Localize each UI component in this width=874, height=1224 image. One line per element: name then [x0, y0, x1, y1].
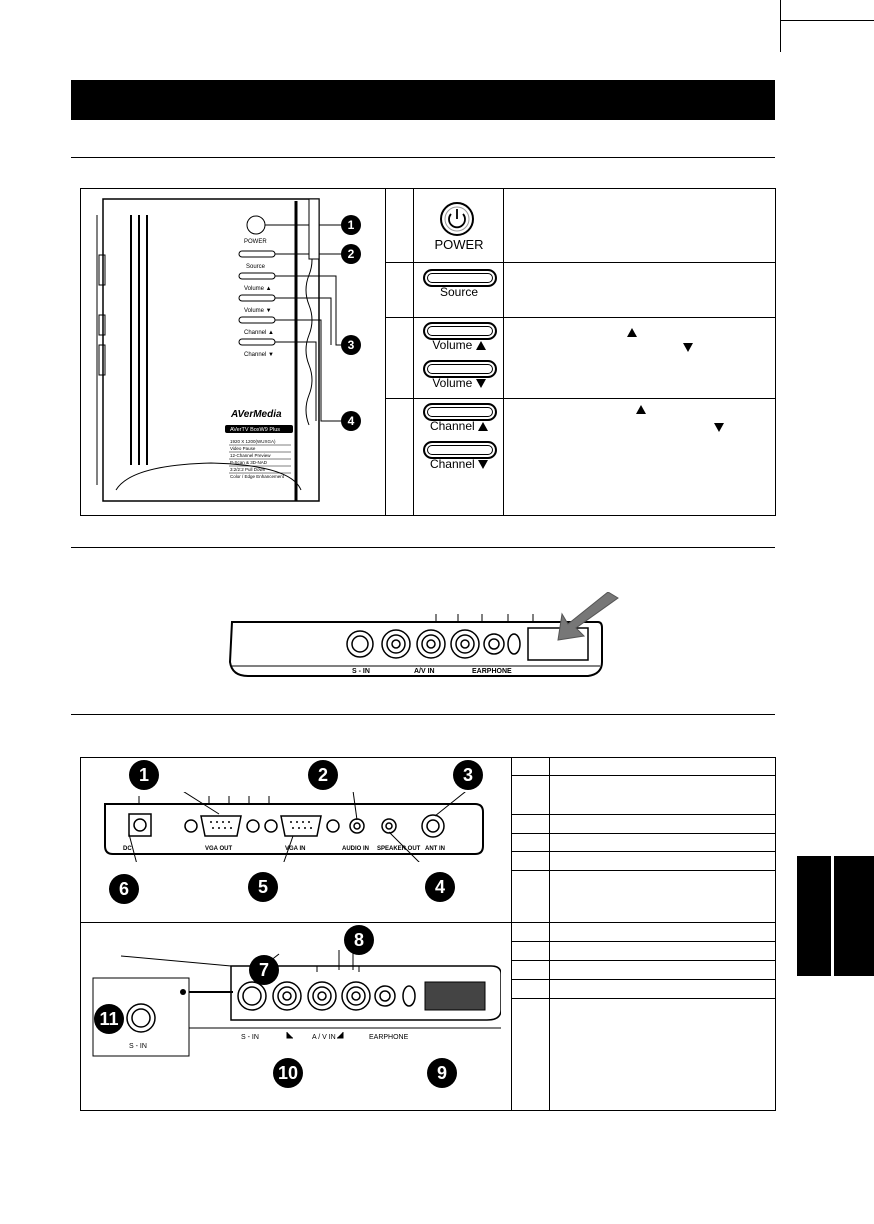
svg-text:P-Scan & 3D-NAD: P-Scan & 3D-NAD	[230, 460, 268, 465]
front-panel-illustration	[91, 195, 381, 507]
table-row-divider	[511, 833, 775, 834]
side-panel-illustration	[228, 592, 624, 692]
svg-text:S - IN: S - IN	[241, 1034, 259, 1041]
up-arrow-icon	[627, 328, 637, 337]
back-panel-box	[80, 757, 776, 1111]
crop-mark-horizontal	[780, 20, 874, 21]
table-divider	[511, 758, 512, 1110]
down-arrow-icon	[714, 423, 724, 432]
front-panel-box	[80, 188, 776, 516]
svg-text:POWER: POWER	[244, 239, 267, 245]
callout-3: 3	[341, 335, 361, 355]
callout-7: 7	[249, 955, 279, 985]
crop-mark-vertical	[780, 0, 781, 52]
table-row-divider	[511, 979, 775, 980]
svg-text:Volume ▼: Volume ▼	[244, 308, 272, 314]
svg-text:Channel ▲: Channel ▲	[244, 330, 274, 336]
svg-text:VGA OUT: VGA OUT	[205, 846, 233, 852]
side-earphone-label: EARPHONE	[472, 668, 512, 675]
callout-4: 4	[425, 872, 455, 902]
table-row-divider	[385, 262, 775, 263]
channel-up-label: Channel	[414, 419, 504, 433]
channel-down-label: Channel	[414, 457, 504, 471]
svg-text:AUDIO IN: AUDIO IN	[342, 846, 369, 852]
svg-text:A / V IN: A / V IN	[312, 1034, 336, 1041]
divider-1	[71, 157, 775, 158]
svg-text:DC: DC	[123, 846, 132, 852]
table-row-divider	[511, 922, 775, 923]
volume-up-label: Volume	[414, 338, 504, 352]
svg-text:Source: Source	[246, 264, 266, 270]
rear-panel-illustration	[99, 792, 489, 862]
callout-1: 1	[129, 760, 159, 790]
callout-1: 1	[341, 215, 361, 235]
svg-text:Video Pause: Video Pause	[230, 446, 256, 451]
svg-text:1920 X 1200(WUXGA): 1920 X 1200(WUXGA)	[230, 439, 276, 444]
table-row-divider	[511, 814, 775, 815]
svg-text:AVerTV BoxW9 Plus: AVerTV BoxW9 Plus	[230, 427, 281, 433]
table-row-divider	[511, 775, 775, 776]
down-arrow-icon	[476, 379, 486, 388]
volume-down-label: Volume	[414, 376, 504, 390]
table-row-divider	[511, 870, 775, 871]
table-divider	[549, 758, 550, 1110]
svg-text:S - IN: S - IN	[129, 1043, 147, 1050]
callout-10: 10	[273, 1058, 303, 1088]
table-row-divider	[511, 998, 775, 999]
callout-6: 6	[109, 874, 139, 904]
svg-text:12-Channel Preview: 12-Channel Preview	[230, 453, 271, 458]
up-arrow-icon	[636, 405, 646, 414]
chapter-tab-left	[797, 856, 831, 976]
svg-text:AVerMedia: AVerMedia	[231, 409, 282, 420]
chapter-tab-right	[834, 856, 874, 976]
divider-2	[71, 547, 775, 548]
callout-8: 8	[344, 925, 374, 955]
svg-text:Color / Edge Enhancement: Color / Edge Enhancement	[230, 474, 285, 479]
svg-text:Volume ▲: Volume ▲	[244, 286, 272, 292]
section-title-bar	[71, 80, 775, 120]
side-av-in-label: A/V IN	[414, 668, 435, 675]
callout-2: 2	[308, 760, 338, 790]
table-row-divider	[511, 960, 775, 961]
table-row-divider	[385, 317, 775, 318]
table-row-divider	[511, 941, 775, 942]
power-label: POWER	[434, 237, 484, 252]
table-row-divider	[511, 851, 775, 852]
divider-3	[71, 714, 775, 715]
callout-2: 2	[341, 244, 361, 264]
down-arrow-icon	[478, 460, 488, 469]
svg-text:Channel ▼: Channel ▼	[244, 352, 274, 358]
image-divider	[81, 922, 511, 923]
up-arrow-icon	[476, 341, 486, 350]
svg-text:SPEAKER OUT: SPEAKER OUT	[377, 846, 421, 852]
svg-text:3:2/2:2 Pull Down: 3:2/2:2 Pull Down	[230, 467, 266, 472]
up-arrow-icon	[478, 422, 488, 431]
svg-text:EARPHONE: EARPHONE	[369, 1034, 409, 1041]
power-icon	[439, 201, 475, 237]
side-s-in-label: S - IN	[352, 668, 370, 675]
callout-11: 11	[94, 1004, 124, 1034]
callout-4: 4	[341, 411, 361, 431]
callout-5: 5	[248, 872, 278, 902]
source-label: Source	[439, 285, 479, 299]
svg-text:VGA IN: VGA IN	[285, 846, 306, 852]
callout-3: 3	[453, 760, 483, 790]
callout-9: 9	[427, 1058, 457, 1088]
svg-text:ANT IN: ANT IN	[425, 846, 445, 852]
down-arrow-icon	[683, 343, 693, 352]
table-divider	[385, 189, 386, 515]
table-row-divider	[385, 398, 775, 399]
